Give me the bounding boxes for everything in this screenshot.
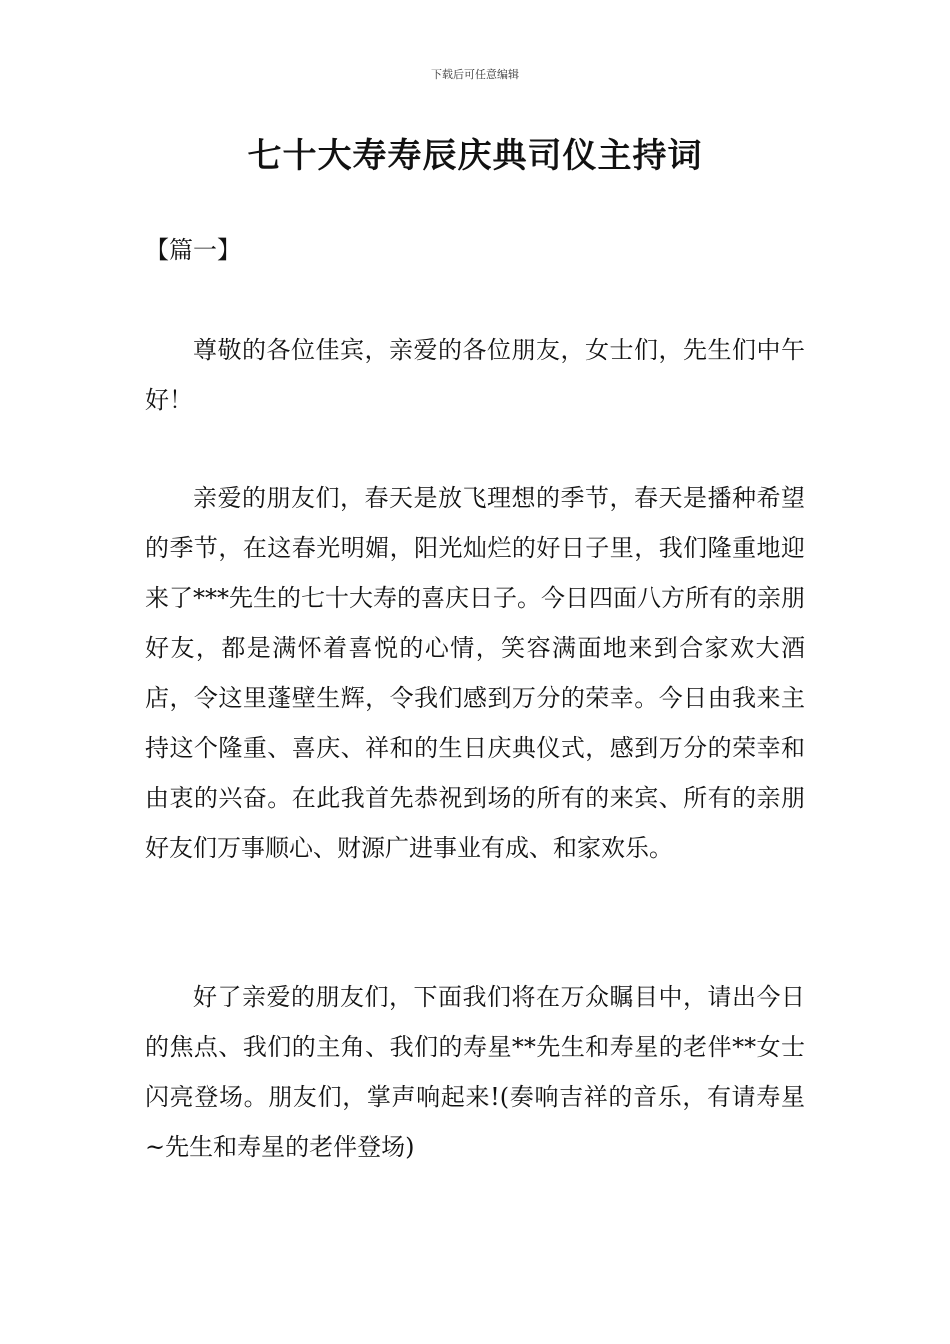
- section-label: 【篇一】: [145, 236, 241, 264]
- paragraph-introduction: 好了亲爱的朋友们，下面我们将在万众瞩目中，请出今日的焦点、我们的主角、我们的寿星**先生和寿星的老伴**女士闪亮登场。朋友们，掌声响起来!(奏响吉祥的音乐，有请寿星~先生和寿星的老伴登场): [145, 983, 805, 1161]
- header-note: 下载后可任意编辑: [431, 68, 519, 81]
- paragraph-opening: 亲爱的朋友们，春天是放飞理想的季节，春天是播种希望的季节，在这春光明媚，阳光灿烂的好日子里，我们隆重地迎来了***先生的七十大寿的喜庆日子。今日四面八方所有的亲朋好友，都是满怀着喜悦的心情，笑容满面地来到合家欢大酒店，令这里蓬壁生辉，令我们感到万分的荣幸。今日由我来主持这个隆重、喜庆、祥和的生日庆典仪式，感到万分的荣幸和由衷的兴奋。在此我首先恭祝到场的所有的来宾、所有的亲朋好友们万事顺心、财源广进事业有成、和家欢乐。: [145, 484, 805, 862]
- paragraph-greeting: 尊敬的各位佳宾，亲爱的各位朋友，女士们，先生们中午好！: [145, 336, 805, 414]
- document-title: 七十大寿寿辰庆典司仪主持词: [247, 136, 703, 176]
